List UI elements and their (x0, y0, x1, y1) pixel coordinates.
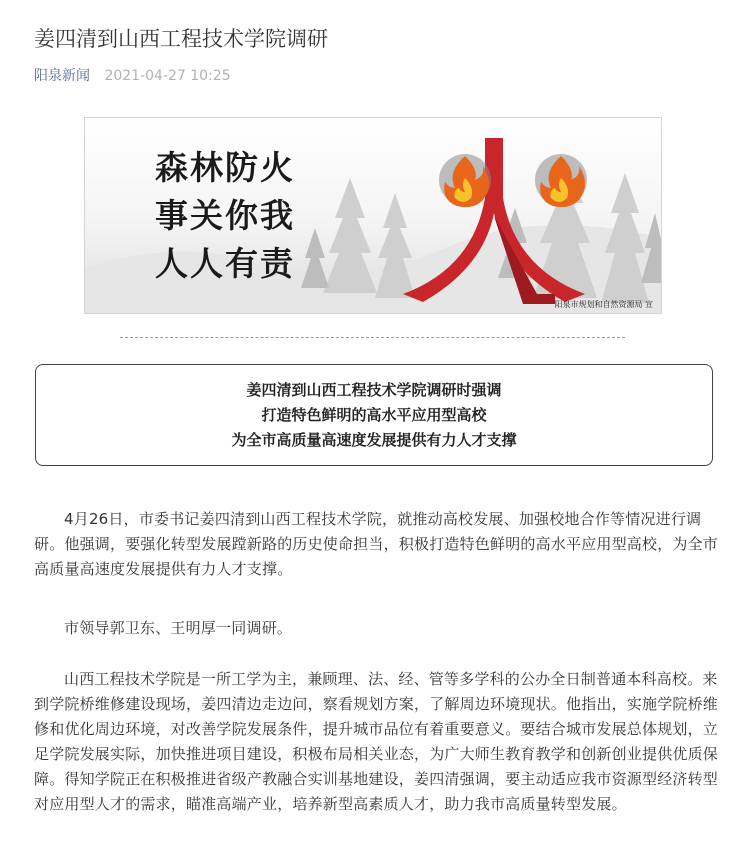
flame-icon (439, 154, 491, 207)
body-paragraph: 山西工程技术学院是一所工学为主，兼顾理、法、经、管等多学科的公办全日制普通本科高校。来到学院桥维修建设现场，姜四清边走边问，察看规划方案，了解周边环境现状。他指出，实施学院桥维修和优化周边环境，对改善学院发展条件，提升城市品位有着重要意义。要结合城市发展总体规划，立足学院发展实际，加快推进项目建设，积极布局相关业态，为广大师生教育教学和创新创业提供优质保障。得知学院正在积极推进省级产教融合实训基地建设，姜四清强调，要主动适应我市资源型经济转型对应用型人才的需求，瞄准高端产业，培养新型高素质人才，助力我市高质量转型发展。 (34, 670, 719, 813)
slogan-line: 事关你我 (155, 196, 295, 235)
fire-prevention-banner[interactable] (84, 117, 662, 314)
flame-icon (535, 154, 587, 207)
headline-line: 打造特色鲜明的高水平应用型高校 (261, 406, 487, 424)
slogan-line: 森林防火 (155, 148, 295, 187)
headline-line: 姜四清到山西工程技术学院调研时强调 (246, 381, 502, 399)
dashed-divider (120, 337, 625, 338)
body-paragraph: 市领导郭卫东、王明厚一同调研。 (64, 619, 293, 637)
banner-credit: 阳泉市规划和自然资源局 宣 (554, 300, 653, 309)
source-account-link[interactable]: 阳泉新闻 (34, 68, 90, 84)
headline-line: 为全市高质量高速度发展提供有力人才支撑 (231, 431, 517, 449)
article-title: 姜四清到山西工程技术学院调研 (34, 27, 328, 51)
slogan-line: 人人有责 (155, 244, 295, 283)
article-meta (34, 66, 231, 86)
body-paragraph: 4月26日，市委书记姜四清到山西工程技术学院，就推动高校发展、加强校地合作等情况进行调研。他强调，要强化转型发展蹚新路的历史使命担当，积极打造特色鲜明的高水平应用型高校，为全市高质量高速度发展提供有力人才支撑。 (34, 510, 719, 578)
publish-time: 2021-04-27 10:25 (104, 68, 231, 84)
headline-box (35, 364, 713, 466)
